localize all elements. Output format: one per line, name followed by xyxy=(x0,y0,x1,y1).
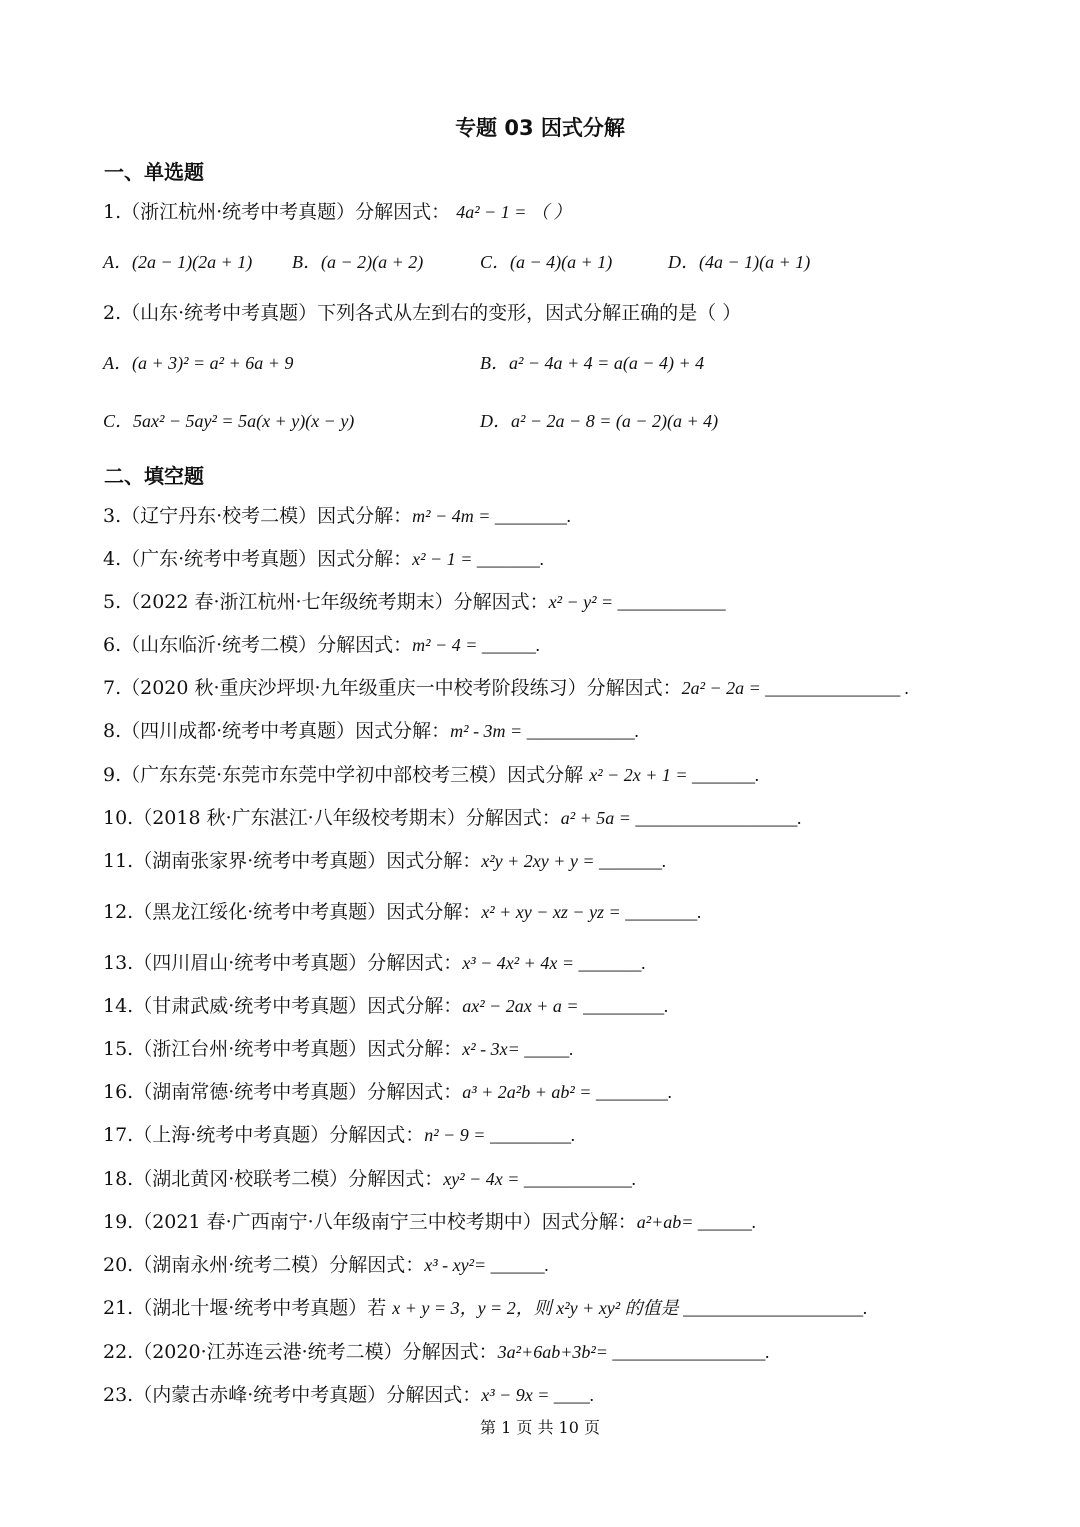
question-4-stem: 4.（广东·统考中考真题）因式分解： xyxy=(103,548,413,570)
question-23-stem: 23.（内蒙古赤峰·统考中考真题）分解因式： xyxy=(103,1384,482,1406)
question-19 xyxy=(103,1210,756,1234)
question-2-option-b: B．a² − 4a + 4 = a(a − 4) + 4 xyxy=(480,353,705,373)
question-20-expression: x³ - xy²= ______. xyxy=(424,1255,550,1275)
question-11-stem: 11.（湖南张家界·统考中考真题）因式分解： xyxy=(103,850,482,872)
question-2 xyxy=(103,301,741,325)
question-20-stem: 20.（湖南永州·统考二模）分解因式： xyxy=(103,1254,425,1276)
page-title: 专题 03 因式分解 xyxy=(455,116,625,140)
question-17-stem: 17.（上海·统考中考真题）分解因式： xyxy=(103,1124,425,1146)
question-15-expression: x² - 3x= _____. xyxy=(462,1039,574,1059)
question-14-stem: 14.（甘肃武威·统考中考真题）因式分解： xyxy=(103,995,463,1017)
question-16 xyxy=(103,1080,672,1104)
question-16-stem: 16.（湖南常德·统考中考真题）分解因式： xyxy=(103,1081,463,1103)
question-1-stem: 1.（浙江杭州·统考中考真题）分解因式： xyxy=(103,201,451,223)
question-17-expression: n² − 9 = _________. xyxy=(424,1125,576,1145)
question-17 xyxy=(103,1123,575,1147)
question-1-expression: 4a² − 1 = （ ） xyxy=(456,202,572,222)
question-1 xyxy=(103,200,571,224)
question-8 xyxy=(103,719,639,743)
question-21-stem: 21.（湖北十堰·统考中考真题）若 xyxy=(103,1297,393,1319)
question-4-expression: x² − 1 = _______. xyxy=(412,549,545,569)
question-15-stem: 15.（浙江台州·统考中考真题）因式分解： xyxy=(103,1038,463,1060)
question-7-expression: 2a² − 2a = _______________ . xyxy=(681,678,910,698)
question-2-option-a: A．(a + 3)² = a² + 6a + 9 xyxy=(103,353,294,373)
question-6-expression: m² − 4 = ______. xyxy=(412,635,541,655)
question-11 xyxy=(103,849,667,873)
question-18 xyxy=(103,1167,636,1191)
question-14 xyxy=(103,994,669,1018)
question-23 xyxy=(103,1383,594,1407)
question-18-expression: xy² − 4x = ____________. xyxy=(443,1169,637,1189)
question-2-option-c: C．5ax² − 5ay² = 5a(x + y)(x − y) xyxy=(103,411,355,431)
question-8-stem: 8.（四川成都·统考中考真题）因式分解： xyxy=(103,720,451,742)
question-21 xyxy=(103,1296,868,1320)
question-6 xyxy=(103,633,540,657)
question-5-stem: 5.（2022 春·浙江杭州·七年级统考期末）分解因式： xyxy=(103,591,549,613)
question-12-stem: 12.（黑龙江绥化·统考中考真题）因式分解： xyxy=(103,901,482,923)
question-22-expression: 3a²+6ab+3b²= _________________. xyxy=(497,1342,770,1362)
question-13-stem: 13.（四川眉山·统考中考真题）分解因式： xyxy=(103,952,463,974)
question-18-stem: 18.（湖北黄冈·校联考二模）分解因式： xyxy=(103,1168,444,1190)
question-22 xyxy=(103,1340,770,1364)
question-9-stem: 9.（广东东莞·东莞市东莞中学初中部校考三模）因式分解 xyxy=(103,764,590,786)
question-12-expression: x² + xy − xz − yz = ________. xyxy=(481,902,702,922)
question-1-option-a: A．(2a − 1)(2a + 1) xyxy=(103,252,253,272)
question-6-stem: 6.（山东临沂·统考二模）分解因式： xyxy=(103,634,413,656)
question-8-expression: m² - 3m = ____________. xyxy=(450,721,640,741)
question-22-stem: 22.（2020·江苏连云港·统考二模）分解因式： xyxy=(103,1341,498,1363)
question-1-option-c: C．(a − 4)(a + 1) xyxy=(480,252,613,272)
question-2-option-d: D．a² − 2a − 8 = (a − 2)(a + 4) xyxy=(480,411,719,431)
question-23-expression: x³ − 9x = ____. xyxy=(481,1385,595,1405)
question-10-stem: 10.（2018 秋·广东湛江·八年级校考期末）分解因式： xyxy=(103,807,561,829)
question-13 xyxy=(103,951,646,975)
question-3 xyxy=(103,504,571,528)
question-14-expression: ax² − 2ax + a = _________. xyxy=(462,996,669,1016)
question-7-stem: 7.（2020 秋·重庆沙坪坝·九年级重庆一中校考阶段练习）分解因式： xyxy=(103,677,682,699)
question-1-option-d: D．(4a − 1)(a + 1) xyxy=(668,252,811,272)
question-7 xyxy=(103,676,909,700)
question-16-expression: a³ + 2a²b + ab² = ________. xyxy=(462,1082,673,1102)
question-9 xyxy=(103,763,760,787)
question-13-expression: x³ − 4x² + 4x = _______. xyxy=(462,953,646,973)
question-5 xyxy=(103,590,726,614)
question-12 xyxy=(103,900,702,924)
question-1-option-b: B．(a − 2)(a + 2) xyxy=(292,252,424,272)
question-19-expression: a²+ab= ______. xyxy=(636,1212,757,1232)
question-15 xyxy=(103,1037,574,1061)
question-19-stem: 19.（2021 春·广西南宁·八年级南宁三中校考期中）因式分解： xyxy=(103,1211,637,1233)
question-2-stem: 2.（山东·统考中考真题）下列各式从左到右的变形，因式分解正确的是（ ） xyxy=(103,302,742,324)
question-3-expression: m² − 4m = ________. xyxy=(412,506,572,526)
section-heading-fill-blank: 二、填空题 xyxy=(104,464,204,488)
question-21-expression: x + y = 3，y = 2，则 x²y + xy² 的值是 ____________________. xyxy=(392,1298,868,1318)
question-5-expression: x² − y² = ____________ xyxy=(548,592,726,612)
question-10 xyxy=(103,806,802,830)
question-11-expression: x²y + 2xy + y = _______. xyxy=(481,851,667,871)
section-heading-single-choice: 一、单选题 xyxy=(104,160,204,184)
page-footer: 第 1 页 共 10 页 xyxy=(480,1418,600,1437)
question-3-stem: 3.（辽宁丹东·校考二模）因式分解： xyxy=(103,505,413,527)
question-4 xyxy=(103,547,544,571)
question-20 xyxy=(103,1253,549,1277)
question-9-expression: x² − 2x + 1 = _______. xyxy=(589,765,760,785)
question-10-expression: a² + 5a = __________________. xyxy=(560,808,802,828)
